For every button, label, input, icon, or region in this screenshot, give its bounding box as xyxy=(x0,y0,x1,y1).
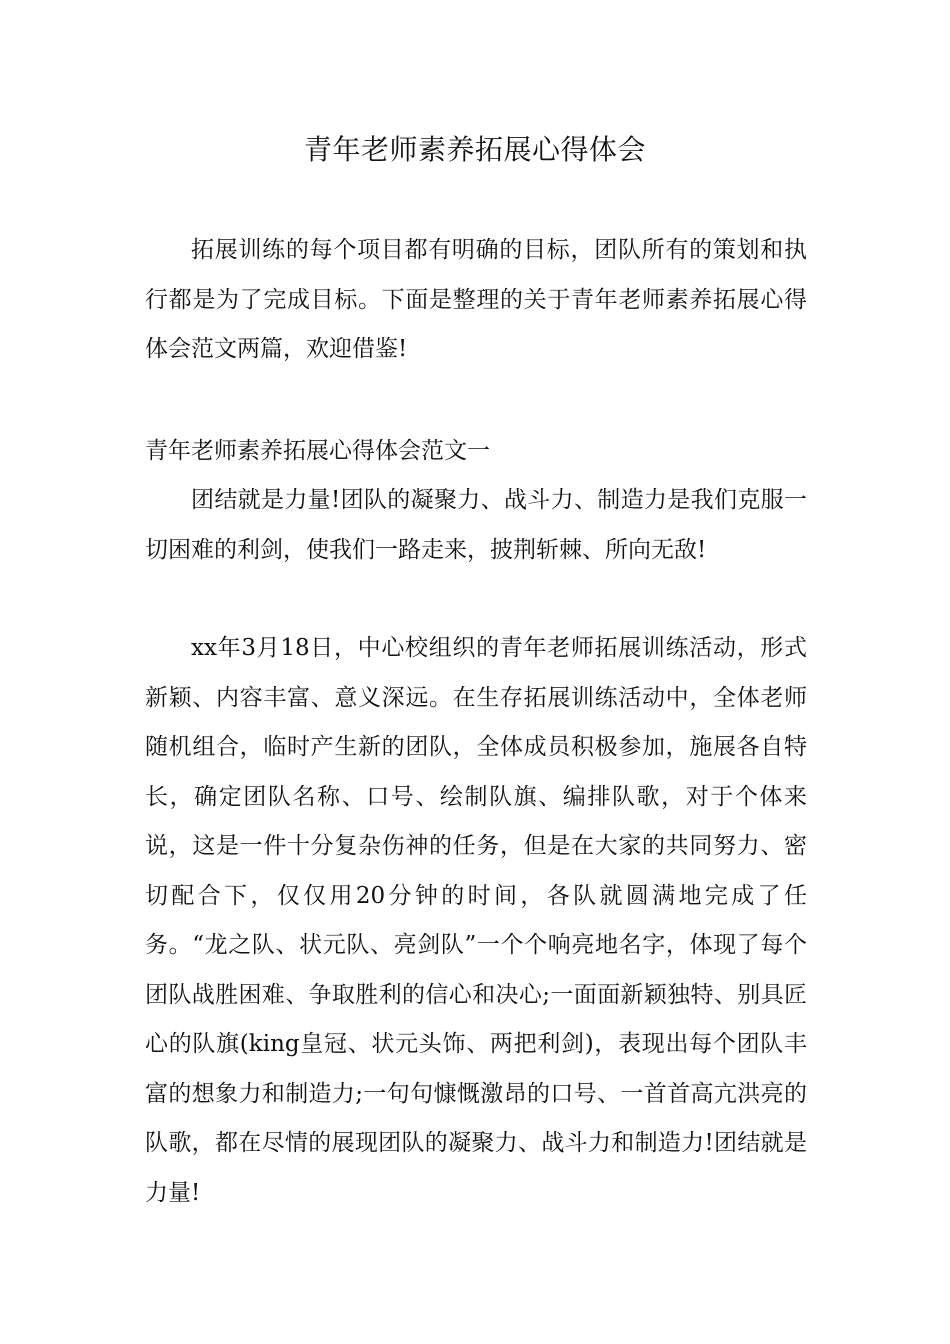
body-paragraph-1: 团结就是力量!团队的凝聚力、战斗力、制造力是我们克服一切困难的利剑，使我们一路走来，披荆斩棘、所向无敌! xyxy=(145,487,807,563)
body-paragraph-2: xx年3月18日，中心校组织的青年老师拓展训练活动，形式新颖、内容丰富、意义深远。在生存拓展训练活动中，全体老师随机组合，临时产生新的团队，全体成员积极参加，施展各自特长，确定团队名称、口号、绘制队旗、编排队歌，对于个体来说，这是一件十分复杂伤神的任务，但是在大家的共同努力、密切配合下，仅仅用20分钟的时间，各队就圆满地完成了任务。“龙之队、状元队、亮剑队”一个个响亮地名字，体现了每个团队战胜困难、争取胜利的信心和决心;一面面新颖独特、别具匠心的队旗(king皇冠、状元头饰、两把利剑)，表现出每个团队丰富的想象力和制造力;一句句慷慨激昂的口号、一首首高亢洪亮的队歌，都在尽情的展现团队的凝聚力、战斗力和制造力!团结就是力量! xyxy=(145,635,807,1206)
document-title: 青年老师素养拓展心得体会 xyxy=(303,133,646,166)
intro-paragraph: 拓展训练的每个项目都有明确的目标，团队所有的策划和执行都是为了完成目标。下面是整理的关于青年老师素养拓展心得体会范文两篇，欢迎借鉴! xyxy=(145,237,807,362)
section-heading: 青年老师素养拓展心得体会范文一 xyxy=(145,438,490,464)
